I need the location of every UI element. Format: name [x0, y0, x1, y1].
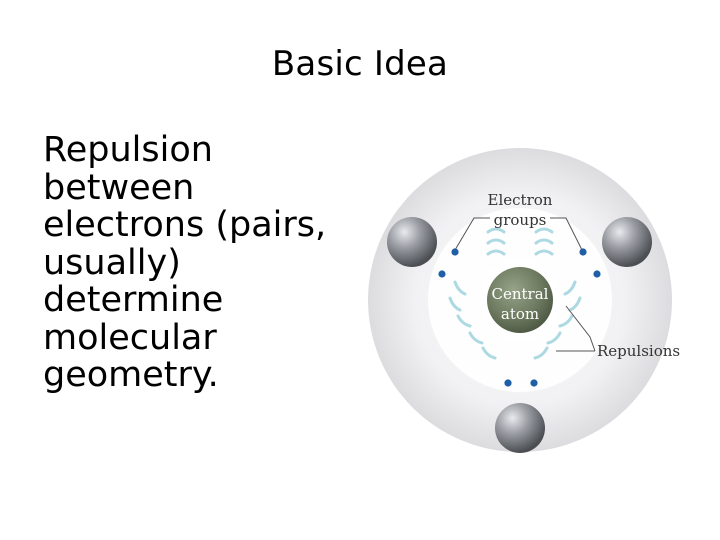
body-text: [43, 132, 363, 395]
electron-groups-label: Electron: [487, 191, 553, 209]
vsepr-diagram: [340, 140, 720, 470]
slide-title: Basic Idea: [271, 44, 449, 84]
body-line: Repulsion: [43, 130, 213, 170]
outer-atom: [495, 403, 545, 453]
body-line: electrons (pairs,: [43, 205, 327, 245]
body-line: molecular: [43, 317, 217, 358]
repulsions-label: Repulsions: [597, 342, 681, 360]
body-line: between: [43, 167, 195, 208]
central-atom-label: atom: [500, 305, 540, 323]
outer-atom: [602, 217, 652, 267]
body-line: geometry.: [43, 355, 219, 395]
electron-groups-label: groups: [493, 211, 547, 229]
outer-atom: [387, 217, 437, 267]
body-line: usually): [43, 242, 181, 283]
central-atom-label: Central: [491, 285, 549, 303]
body-line: determine: [43, 280, 224, 320]
